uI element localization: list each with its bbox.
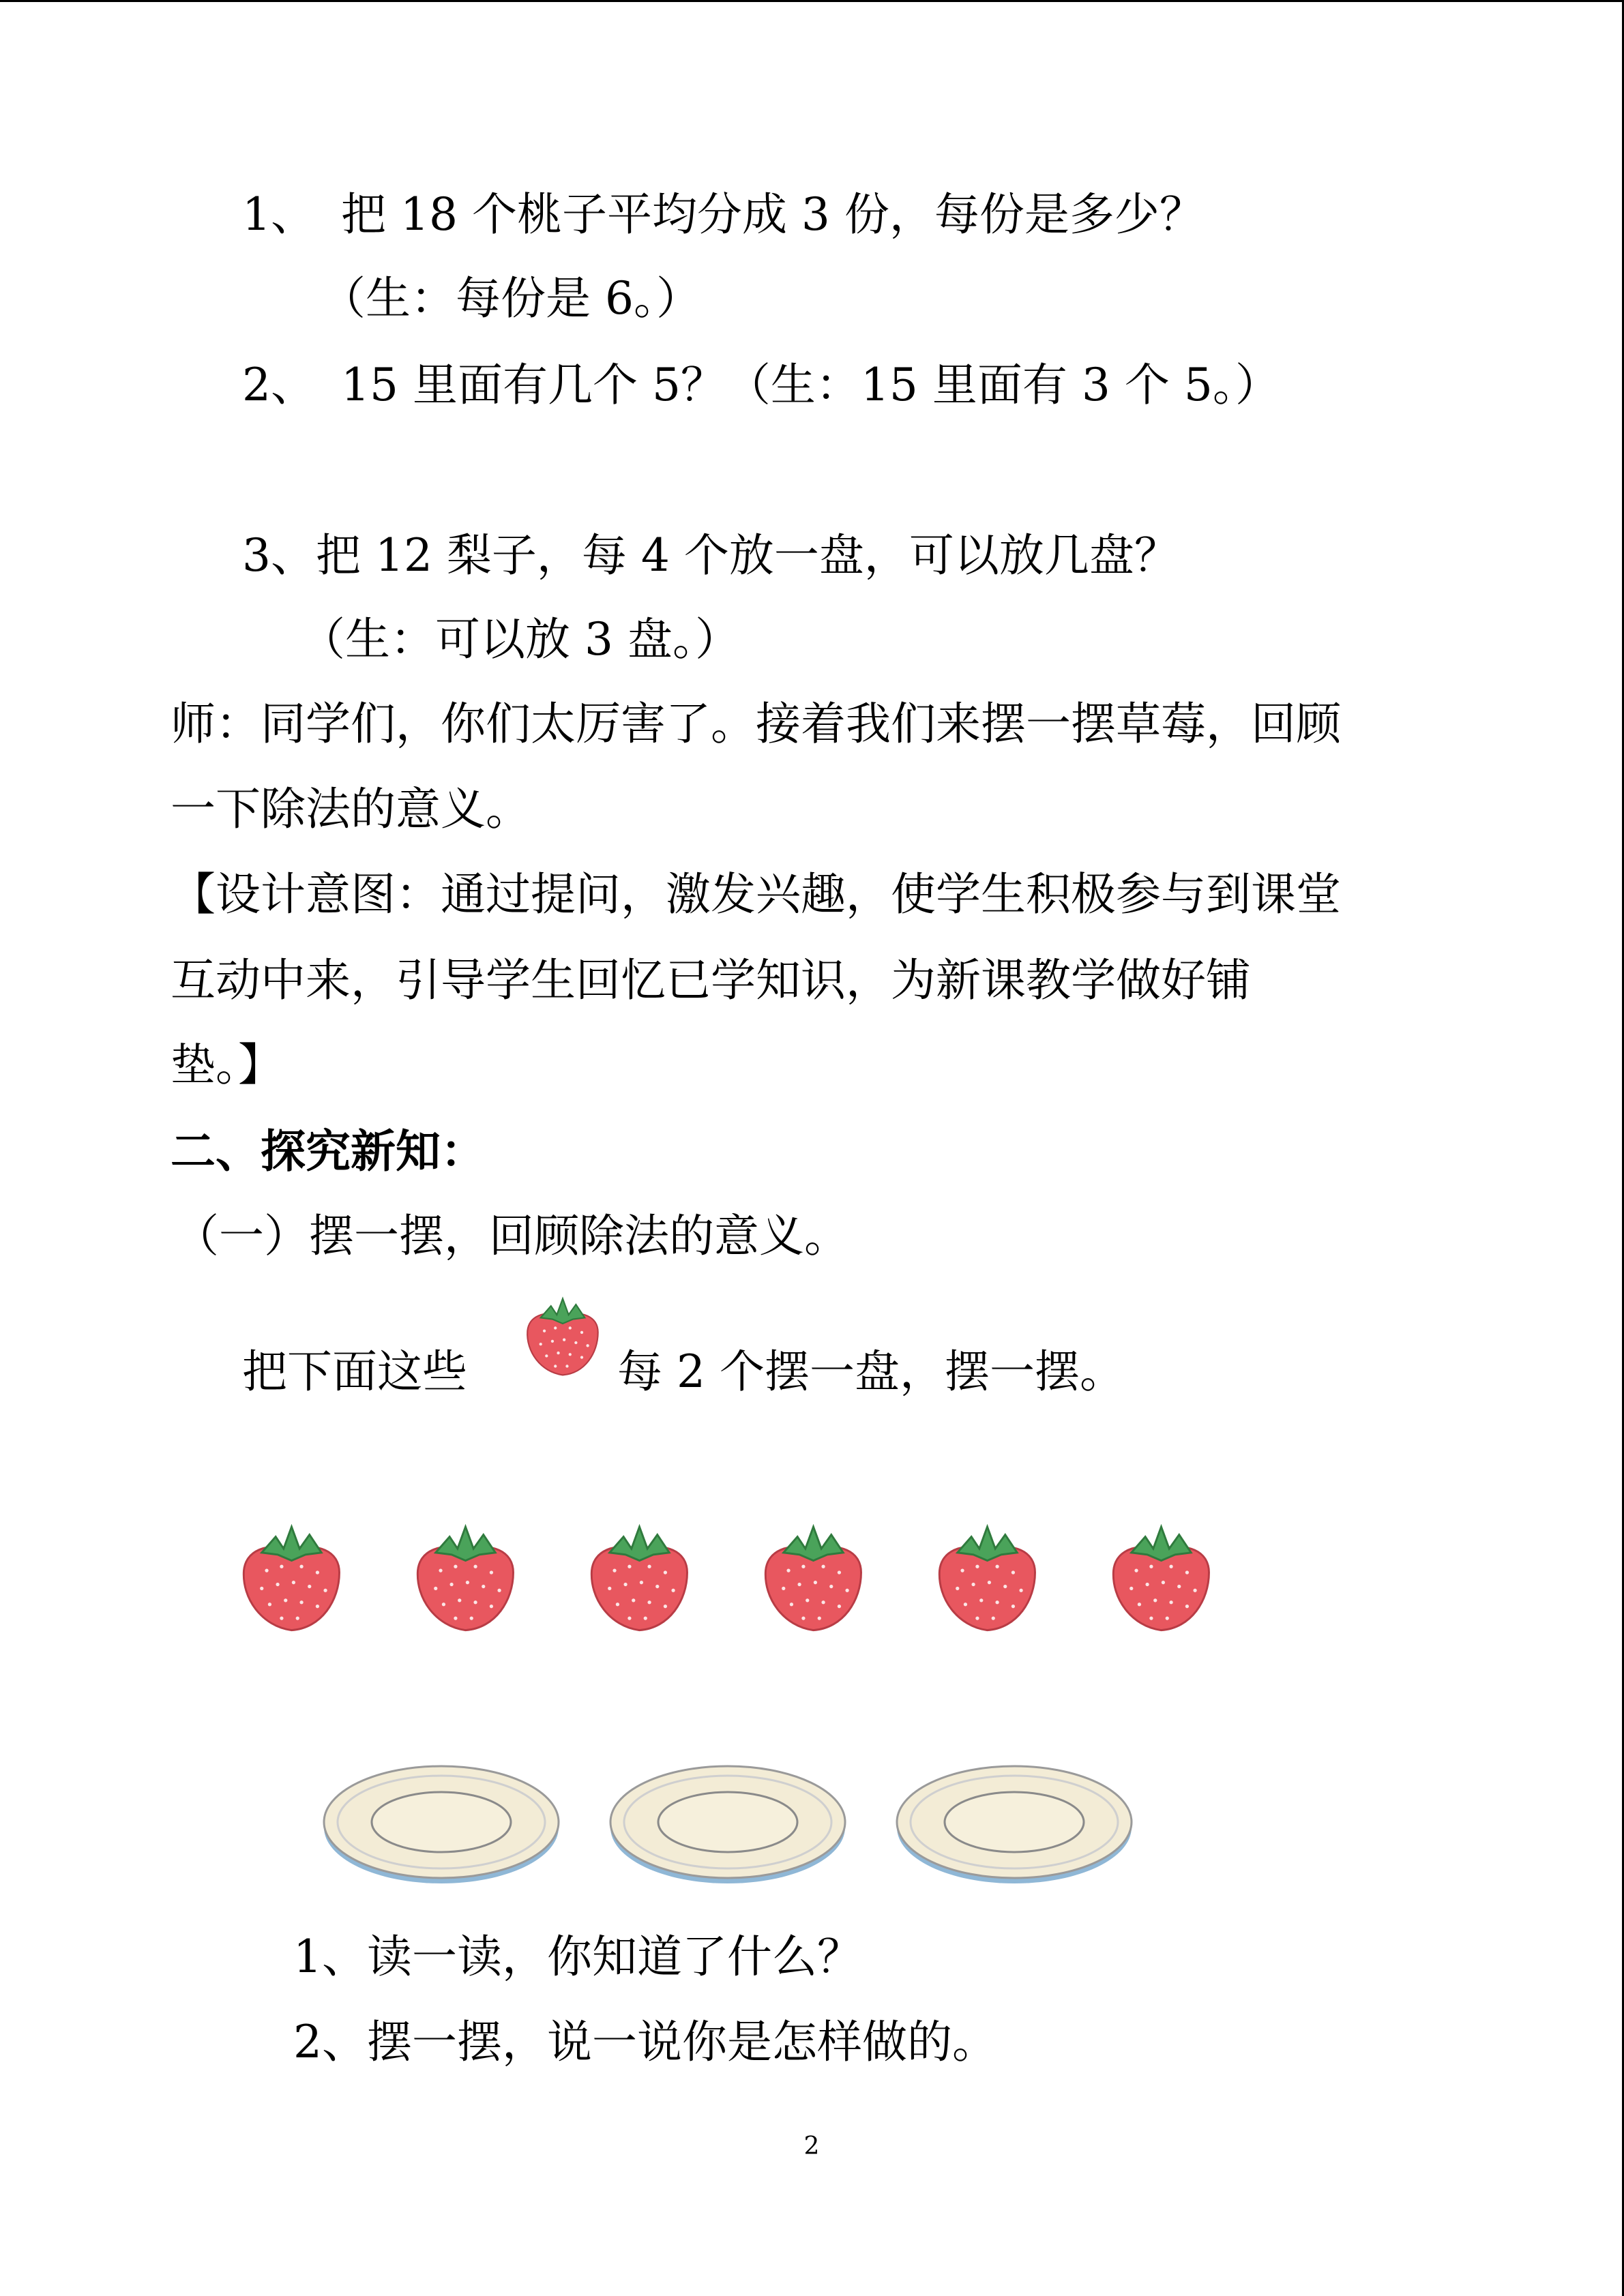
strawberry-3-icon <box>580 1507 699 1640</box>
question-2-text: 15 里面有几个 5？（生：15 里面有 3 个 5。） <box>341 359 1280 411</box>
strawberry-icon <box>518 1285 607 1381</box>
design-intent-line-1: 【设计意图：通过提问，激发兴趣，使学生积极参与到课堂 <box>171 868 1341 921</box>
question-3-answer: （生：可以放 3 盘。） <box>300 613 740 666</box>
strawberry-6-icon <box>1102 1507 1221 1640</box>
plate-3-icon <box>894 1759 1136 1889</box>
section-2-heading: 二、探究新知： <box>171 1124 486 1178</box>
strawberry-5-icon <box>928 1507 1047 1640</box>
question-1-answer: （生：每份是 6。） <box>321 272 701 325</box>
question-3-text: 3、把 12 梨子，每 4 个放一盘，可以放几盘？ <box>242 529 1179 582</box>
teacher-line-2: 一下除法的意义。 <box>171 783 531 835</box>
task-2: 2、摆一摆，说一说你是怎样做的。 <box>293 2016 997 2068</box>
plate-2-icon <box>607 1759 849 1889</box>
question-1-number: 1、 <box>242 188 316 241</box>
question-1-text: 把 18 个桃子平均分成 3 份，每份是多少？ <box>341 188 1205 241</box>
page-top-border <box>0 0 1624 2</box>
plate-1-icon <box>321 1759 563 1889</box>
design-intent-line-3: 垫。】 <box>171 1039 283 1091</box>
instruction-after: 每 2 个摆一盘，摆一摆。 <box>617 1345 1125 1398</box>
strawberry-1-icon <box>232 1507 351 1640</box>
task-1: 1、读一读，你知道了什么？ <box>293 1930 862 1983</box>
strawberry-2-icon <box>406 1507 525 1640</box>
strawberry-4-icon <box>754 1507 873 1640</box>
question-2-number: 2、 <box>242 359 316 411</box>
teacher-line-1: 师：同学们，你们太厉害了。接着我们来摆一摆草莓，回顾 <box>171 698 1341 750</box>
section-2-sub-1: （一）摆一摆，回顾除法的意义。 <box>174 1210 849 1262</box>
instruction-before: 把下面这些 <box>242 1345 467 1398</box>
design-intent-line-2: 互动中来，引导学生回忆已学知识，为新课教学做好铺 <box>171 954 1251 1007</box>
page-number: 2 <box>803 2132 820 2160</box>
